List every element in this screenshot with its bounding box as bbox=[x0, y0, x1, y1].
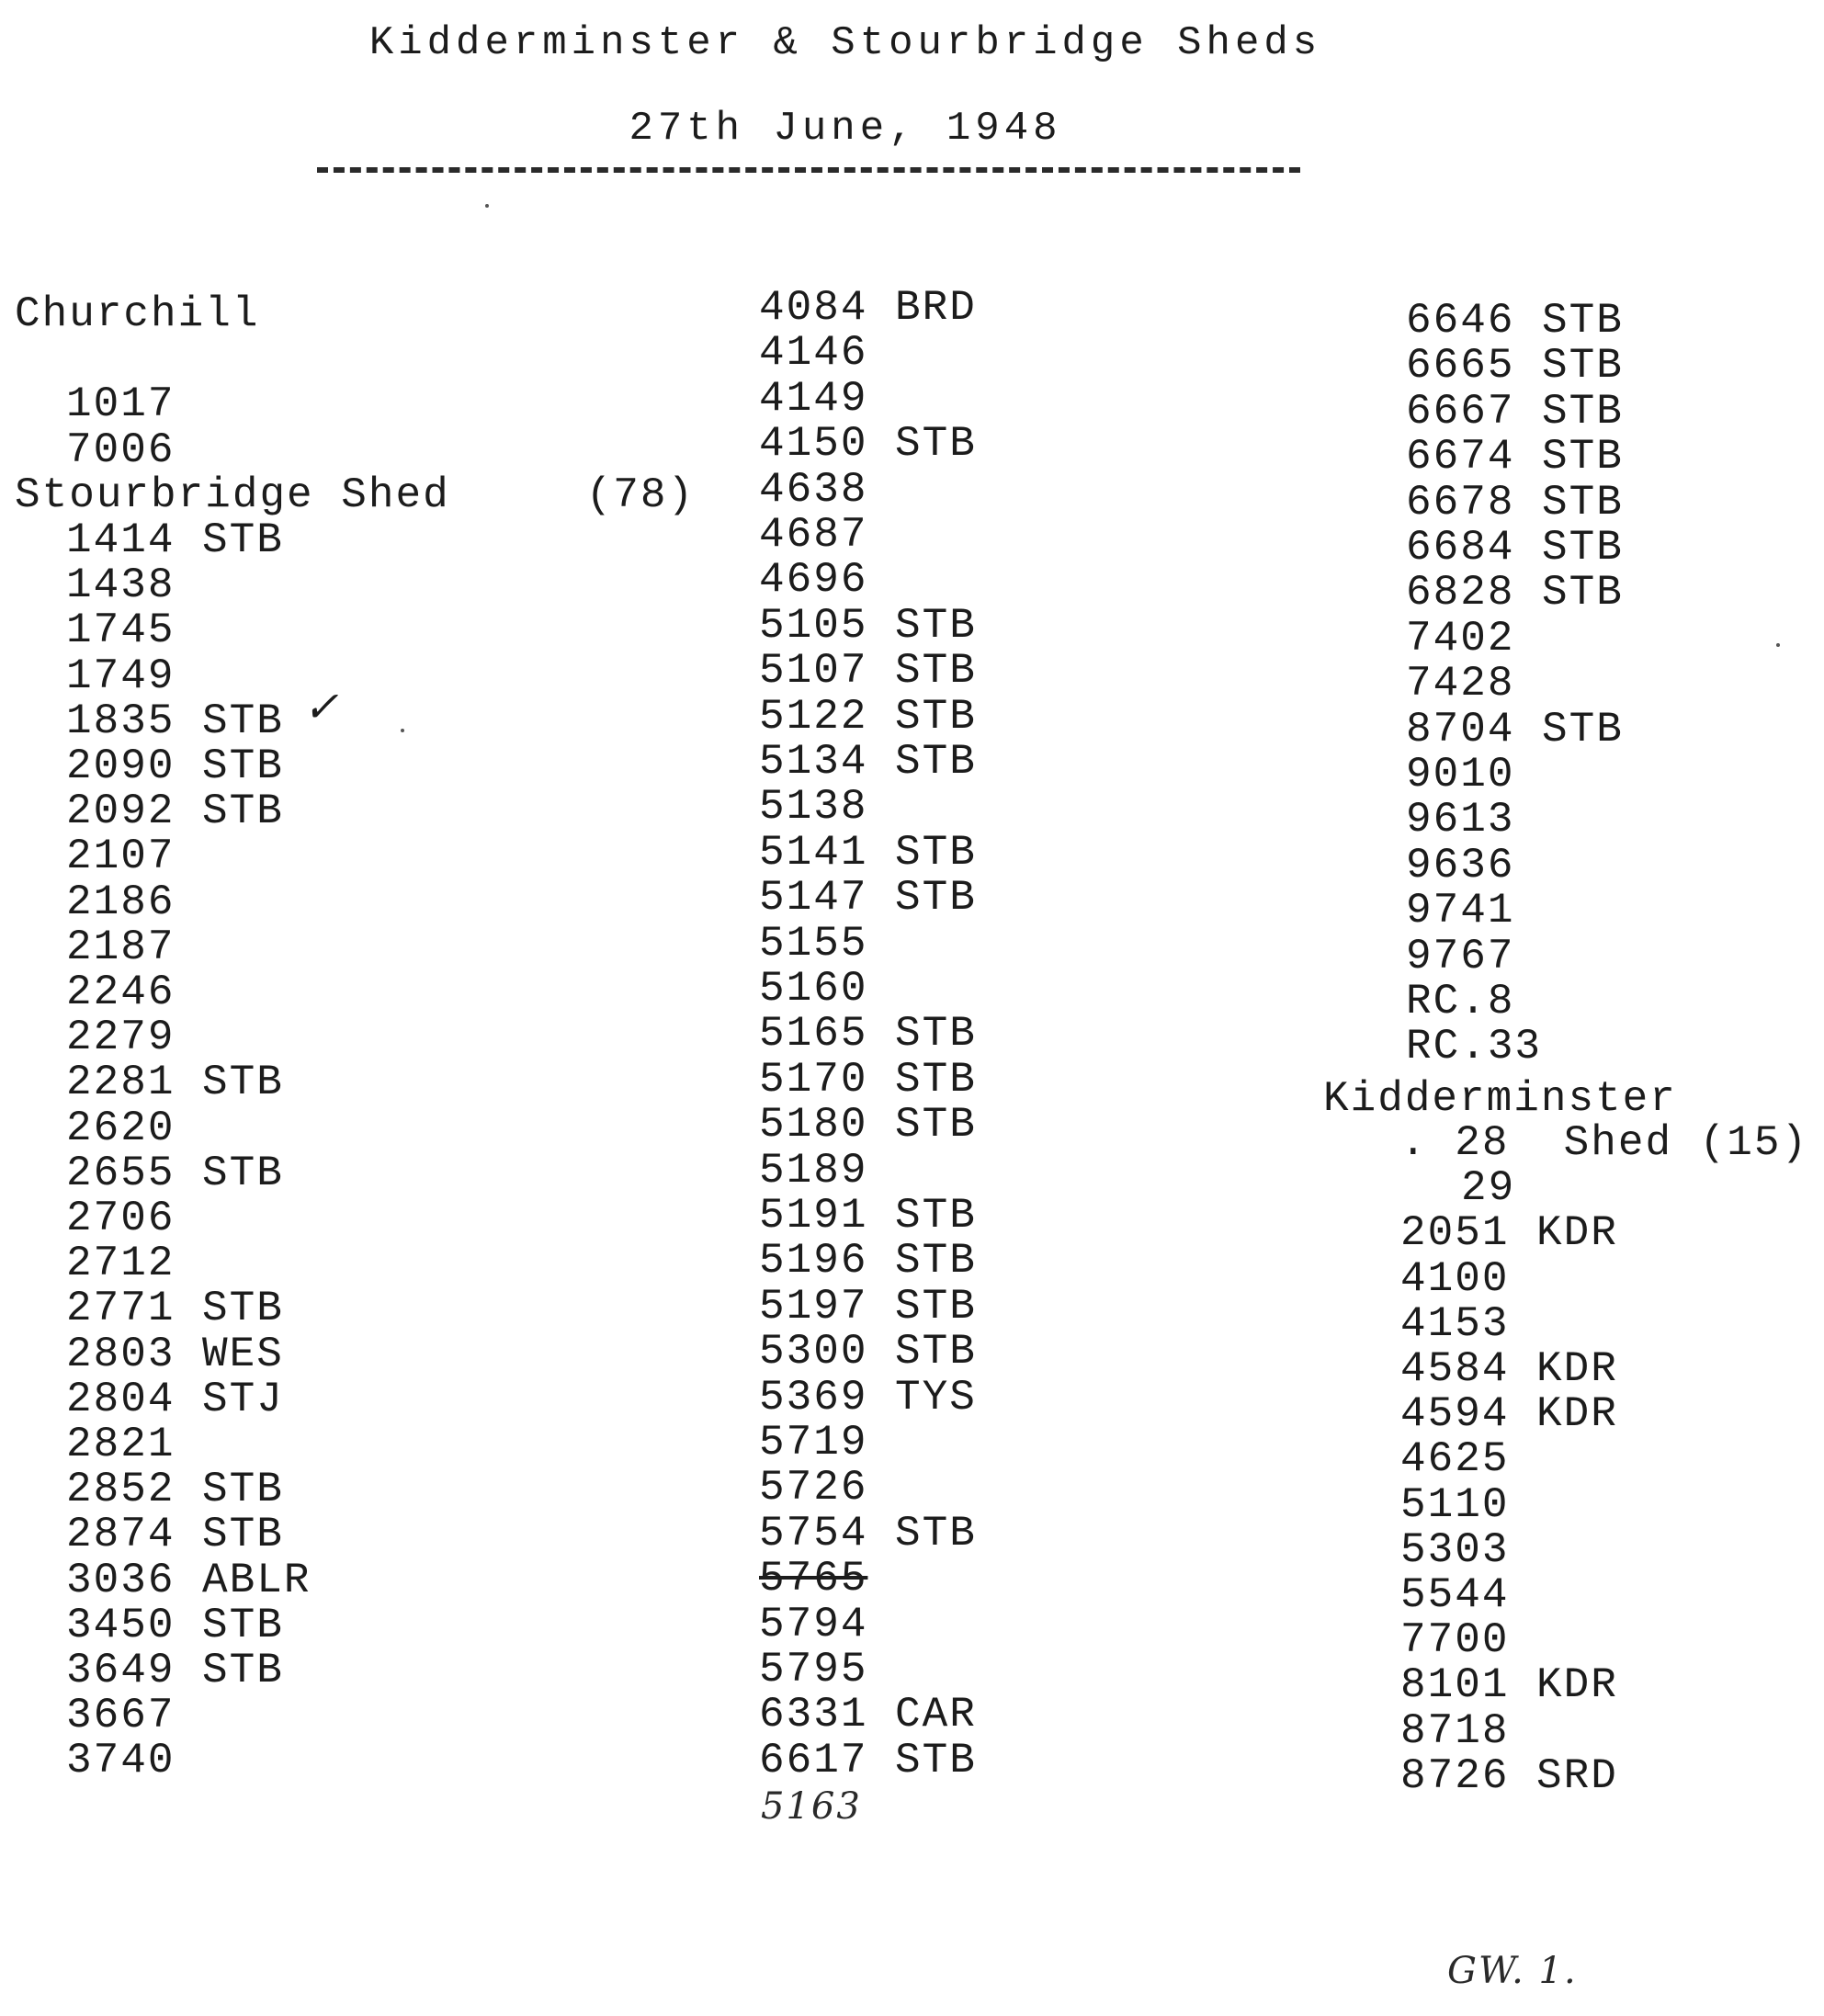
column2-entry: 5719 bbox=[759, 1419, 868, 1467]
column3-entry: 7428 bbox=[1406, 660, 1515, 708]
column1-entry: 3649 STB bbox=[66, 1647, 284, 1694]
column2-entry: 5105 STB bbox=[759, 602, 977, 650]
column3b-entry: 5110 bbox=[1400, 1481, 1510, 1529]
column1-entry: 1835 STB bbox=[66, 697, 284, 745]
column1-entry: 3036 ABLR bbox=[66, 1557, 312, 1604]
column3b-entry: 29 bbox=[1461, 1164, 1516, 1212]
column2-entry: 5122 STB bbox=[759, 693, 977, 741]
column2-entry: 5155 bbox=[759, 920, 868, 968]
column1-entry: 2655 STB bbox=[66, 1150, 284, 1197]
column1-entry: 2279 bbox=[66, 1014, 176, 1061]
column1-entry: 2620 bbox=[66, 1104, 176, 1152]
column3b-entry: 2051 KDR bbox=[1400, 1209, 1618, 1257]
column1-entry: 2107 bbox=[66, 832, 176, 880]
column2-entry: 5795 bbox=[759, 1646, 868, 1693]
column1-entry: 1017 bbox=[66, 380, 176, 428]
column2-entry: 5107 STB bbox=[759, 647, 977, 695]
column3-entry: 9010 bbox=[1406, 751, 1515, 798]
column2-entry: 5141 STB bbox=[759, 829, 977, 877]
column1-entry: 2187 bbox=[66, 923, 176, 971]
column3b-entry: 4100 bbox=[1400, 1255, 1510, 1303]
column2-entry: 5189 bbox=[759, 1147, 868, 1195]
column3b-entry: 4594 KDR bbox=[1400, 1390, 1618, 1438]
column1-entry: 2281 STB bbox=[66, 1059, 284, 1106]
column3-entry: 8704 STB bbox=[1406, 706, 1624, 753]
column2-entry: 5754 STB bbox=[759, 1510, 977, 1557]
column1-entry: 2821 bbox=[66, 1421, 176, 1468]
column3-entry: 6828 STB bbox=[1406, 569, 1624, 617]
column1-entry: 2852 STB bbox=[66, 1466, 284, 1513]
column3b-entry: . 28 Shed (15) bbox=[1400, 1119, 1809, 1167]
column2-entry: 5300 STB bbox=[759, 1328, 977, 1376]
column2-entry: 5794 bbox=[759, 1601, 868, 1648]
kidderminster-heading: Kidderminster bbox=[1323, 1075, 1677, 1123]
column1-entry: 2804 STJ bbox=[66, 1376, 284, 1423]
column2-entry: 4149 bbox=[759, 375, 868, 423]
column2-entry: 5726 bbox=[759, 1464, 868, 1512]
column3-entry: 6674 STB bbox=[1406, 433, 1624, 481]
ink-speck bbox=[485, 204, 489, 208]
column2-entry: 5191 STB bbox=[759, 1192, 977, 1240]
column2-entry: 4638 bbox=[759, 466, 868, 514]
column1-entry: 2090 STB bbox=[66, 742, 284, 790]
column1-entry: 2186 bbox=[66, 878, 176, 926]
column1-entry: 1414 STB bbox=[66, 516, 284, 564]
column3b-entry: 5303 bbox=[1400, 1526, 1510, 1574]
column3-entry: 9767 bbox=[1406, 933, 1515, 980]
column1-entry: 2706 bbox=[66, 1195, 176, 1242]
column2-entry: 5196 STB bbox=[759, 1237, 977, 1285]
column2-entry: 4687 bbox=[759, 511, 868, 559]
column2-entry: 5369 TYS bbox=[759, 1374, 977, 1421]
column1-entry: Churchill bbox=[15, 290, 260, 338]
column2-entry: 5180 STB bbox=[759, 1101, 977, 1149]
column3-entry: 6678 STB bbox=[1406, 479, 1624, 527]
column3-entry: 7402 bbox=[1406, 615, 1515, 663]
column2-entry: 5170 STB bbox=[759, 1056, 977, 1104]
column1-entry: 3450 STB bbox=[66, 1602, 284, 1649]
footer-initials: GW. 1. bbox=[1447, 1950, 1578, 1992]
column1-entry: 2246 bbox=[66, 968, 176, 1016]
column3-entry: 9741 bbox=[1406, 887, 1515, 934]
column1-entry: 2874 STB bbox=[66, 1511, 284, 1558]
column1-entry: 1749 bbox=[66, 652, 176, 700]
column3b-entry: 5544 bbox=[1400, 1571, 1510, 1619]
column1-entry: 3667 bbox=[66, 1692, 176, 1739]
column1-entry: 1745 bbox=[66, 606, 176, 654]
column2-entry: 5138 bbox=[759, 783, 868, 831]
column1-entry: 3740 bbox=[66, 1737, 176, 1784]
column3-entry: 6646 STB bbox=[1406, 297, 1624, 345]
column3-entry: RC.33 bbox=[1406, 1023, 1543, 1070]
column2-entry: 5134 STB bbox=[759, 738, 977, 786]
column1-entry: 2771 STB bbox=[66, 1285, 284, 1332]
column3b-entry: 8718 bbox=[1400, 1707, 1510, 1755]
column3b-entry: 4625 bbox=[1400, 1435, 1510, 1483]
column3b-entry: 4153 bbox=[1400, 1300, 1510, 1348]
column3b-entry: 8726 SRD bbox=[1400, 1752, 1618, 1800]
column2-entry: 5765 bbox=[759, 1555, 868, 1603]
column3-entry: 9613 bbox=[1406, 796, 1515, 844]
column3b-entry: 8101 KDR bbox=[1400, 1661, 1618, 1709]
column3-entry: RC.8 bbox=[1406, 978, 1515, 1025]
column1-entry: 2712 bbox=[66, 1240, 176, 1287]
ink-speck bbox=[401, 729, 404, 732]
column2-entry: 6617 STB bbox=[759, 1737, 977, 1784]
column1-entry: 7006 bbox=[66, 426, 176, 474]
column2-entry: 4084 BRD bbox=[759, 284, 977, 332]
column3-entry: 6665 STB bbox=[1406, 342, 1624, 390]
column1-entry: Stourbridge Shed (78) bbox=[15, 471, 696, 519]
document-title: Kidderminster & Stourbridge Sheds bbox=[368, 20, 1322, 66]
column2-entry: 4146 bbox=[759, 329, 868, 377]
column3-entry: 6667 STB bbox=[1406, 388, 1624, 436]
column3b-entry: 7700 bbox=[1400, 1616, 1510, 1664]
column2-entry: 4696 bbox=[759, 556, 868, 604]
check-mark-icon: ✓ bbox=[303, 682, 339, 731]
column2-entry: 6331 CAR bbox=[759, 1691, 977, 1739]
column3-entry: 6684 STB bbox=[1406, 524, 1624, 572]
column3-entry: 9636 bbox=[1406, 842, 1515, 889]
column2-entry: 5197 STB bbox=[759, 1283, 977, 1331]
column1-entry: 1438 bbox=[66, 561, 176, 609]
column1-entry: 2803 WES bbox=[66, 1331, 284, 1378]
column3b-entry: 4584 KDR bbox=[1400, 1345, 1618, 1393]
handwritten-entry: 5163 bbox=[761, 1785, 862, 1828]
document-date: 27th June, 1948 bbox=[629, 106, 1062, 152]
column2-entry: 5160 bbox=[759, 965, 868, 1013]
column2-entry: 5165 STB bbox=[759, 1010, 977, 1058]
column1-entry: 2092 STB bbox=[66, 787, 284, 835]
dashed-rule bbox=[317, 167, 1300, 173]
column2-entry: 4150 STB bbox=[759, 420, 977, 468]
ink-speck bbox=[1776, 643, 1780, 647]
column2-entry: 5147 STB bbox=[759, 874, 977, 922]
